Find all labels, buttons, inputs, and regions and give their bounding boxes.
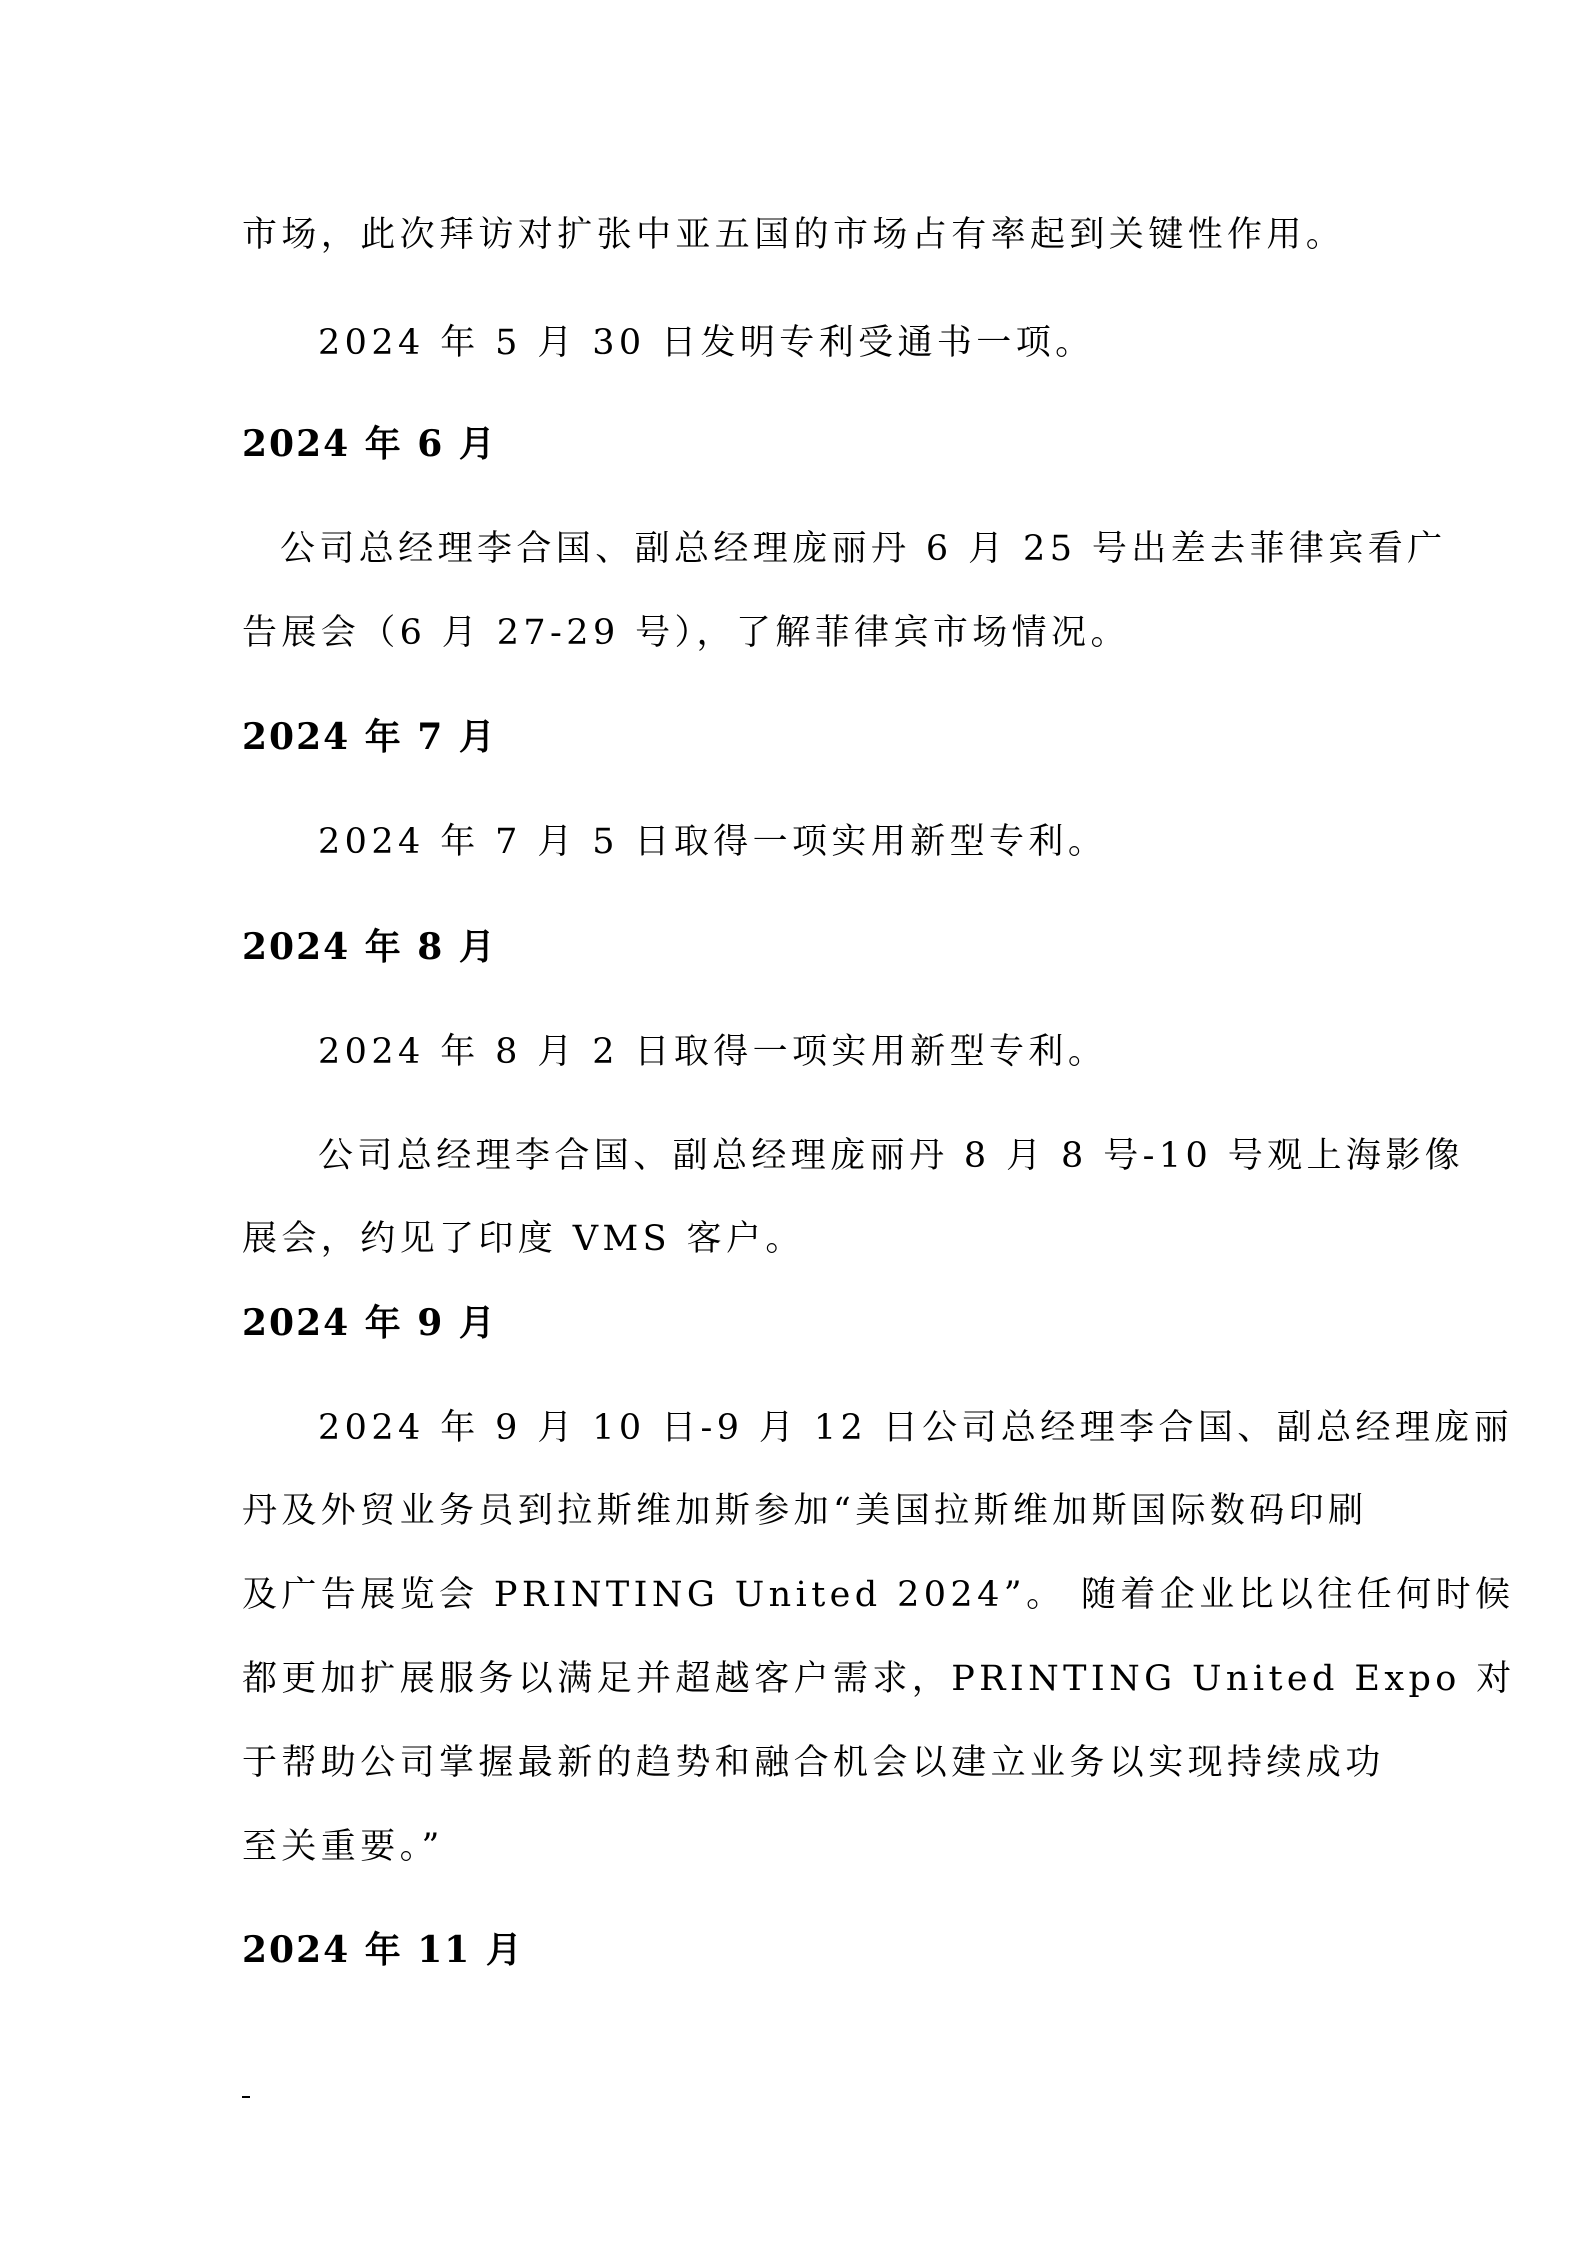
section-heading: 2024 年 11 月 <box>242 1929 524 1971</box>
paragraph-line: 丹及外贸业务员到拉斯维加斯参加“美国拉斯维加斯国际数码印刷 <box>242 1491 1368 1531</box>
paragraph-line: 2024 年 5 月 30 日发明专利受通书一项。 <box>318 323 1095 363</box>
paragraph-line: 2024 年 7 月 5 日取得一项实用新型专利。 <box>318 822 1108 862</box>
section-heading: 2024 年 9 月 <box>242 1302 497 1344</box>
footer-mark <box>242 2096 250 2098</box>
paragraph-line: 2024 年 8 月 2 日取得一项实用新型专利。 <box>318 1032 1108 1072</box>
paragraph-line: 2024 年 9 月 10 日-9 月 12 日公司总经理李合国、副总经理庞丽 <box>318 1408 1514 1448</box>
paragraph-line: 告展会（6 月 27-29 号），了解菲律宾市场情况。 <box>242 613 1130 653</box>
paragraph-line: 公司总经理李合国、副总经理庞丽丹 6 月 25 号出差去菲律宾看广 <box>280 529 1447 569</box>
paragraph-line: 公司总经理李合国、副总经理庞丽丹 8 月 8 号-10 号观上海影像 <box>318 1136 1465 1176</box>
section-heading: 2024 年 8 月 <box>242 926 497 968</box>
paragraph-line: 市场，此次拜访对扩张中亚五国的市场占有率起到关键性作用。 <box>242 215 1346 255</box>
paragraph-line: 展会，约见了印度 VMS 客户。 <box>242 1219 805 1259</box>
paragraph-line: 及广告展览会 PRINTING United 2024”。 随着企业比以往任何时候 <box>242 1575 1515 1615</box>
section-heading: 2024 年 7 月 <box>242 716 497 758</box>
paragraph-line: 都更加扩展服务以满足并超越客户需求，PRINTING United Expo 对 <box>242 1659 1516 1699</box>
paragraph-line: 至关重要。” <box>242 1827 444 1867</box>
section-heading: 2024 年 6 月 <box>242 423 497 465</box>
paragraph-line: 于帮助公司掌握最新的趋势和融合机会以建立业务以实现持续成功 <box>242 1743 1385 1783</box>
